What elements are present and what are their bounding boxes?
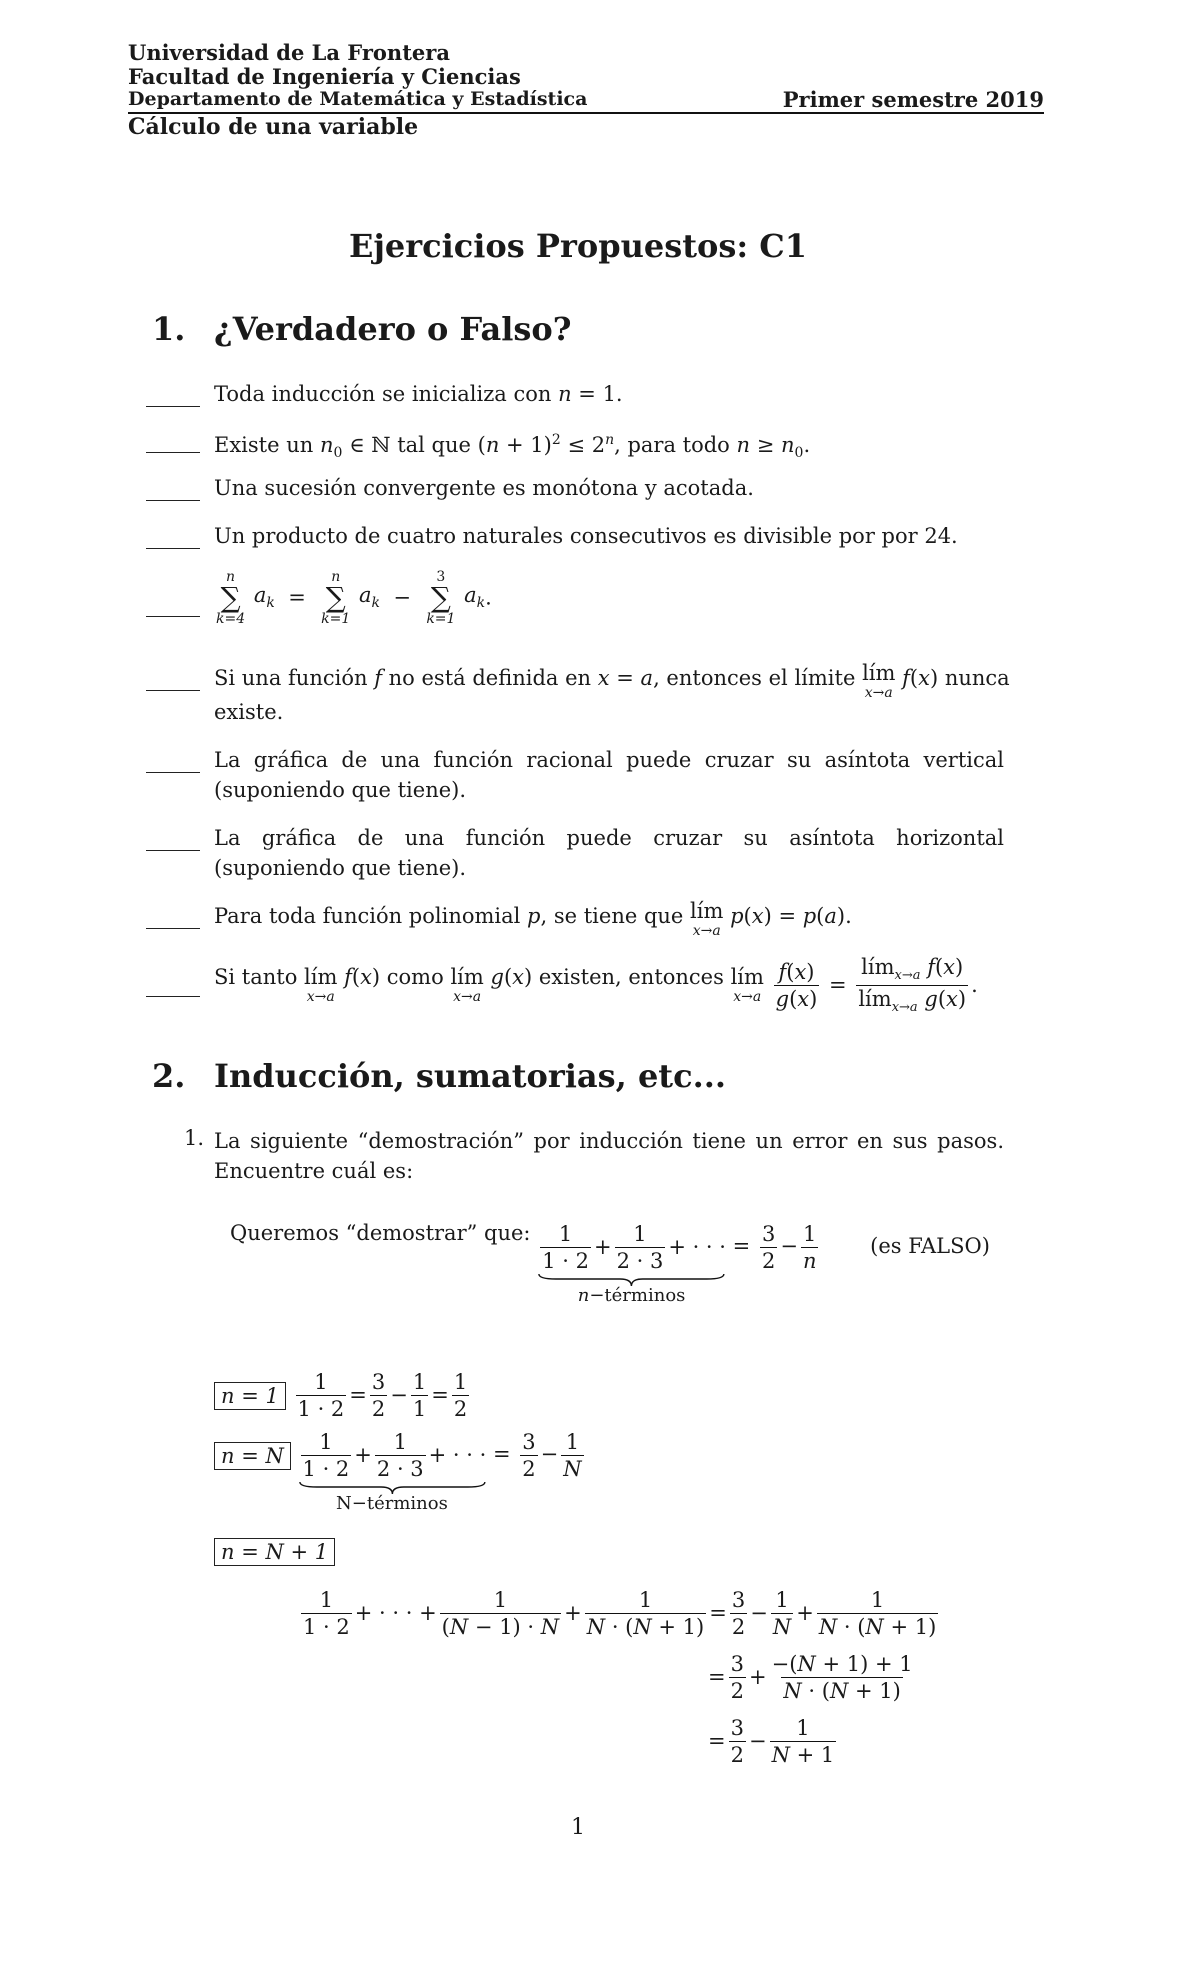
lim-symbol: lím bbox=[690, 899, 724, 923]
problem-1-text: La siguiente “demostración” por inducción tiene un error en sus pasos. Encuentre cuál es: bbox=[214, 1129, 1004, 1183]
section-2-title: Inducción, sumatorias, etc... bbox=[214, 1057, 726, 1095]
tf-item-3: Una sucesión convergente es monótona y acotada. bbox=[214, 476, 754, 500]
derivation-line-1: $\frac{1}{1 \cdot 2}$ + · · · + $\frac{1}{(N - 1) \cdot N}$ + $\frac{1}{N \cdot (N + 1)}$ = $\frac{3}{2}$ − $\frac{1}{N}$ + $\frac{1}{N \cdot (N + 1)}$ bbox=[303, 1588, 937, 1640]
tf-item-6-text-b: no está definida en bbox=[388, 666, 592, 690]
derivation-line-3: = $\frac{3}{2}$ − $\frac{1}{N + 1}$ bbox=[708, 1716, 835, 1768]
tf-item-8: La gráfica de una función puede cruzar su asíntota horizontal (suponiendo que tiene). bbox=[214, 826, 1004, 880]
case-1-box: n = 1 bbox=[214, 1382, 286, 1410]
answer-blank[interactable] bbox=[146, 500, 200, 501]
lim-symbol: lím bbox=[450, 965, 484, 990]
university-name: Universidad de La Frontera bbox=[128, 40, 450, 65]
tf-item-2: Existe un $n_0$ ∈ ℕ tal que $(n + 1)^2 \le 2^n$, para todo $n \ge n_0$. bbox=[214, 432, 811, 462]
answer-blank[interactable] bbox=[146, 772, 200, 773]
tf-item-6-text: Si una función bbox=[214, 666, 368, 690]
case-n-equals-N: n = N $\frac{1}{1 \cdot 2}$ + $\frac{1}{2 \cdot 3}$ + · · · N−términos = $\frac{3}{2}$ − $\frac{1}{N}$ bbox=[214, 1430, 587, 1513]
section-2-number: 2. bbox=[152, 1057, 186, 1095]
tf-item-6-cont: existe. bbox=[214, 700, 284, 724]
answer-blank[interactable] bbox=[146, 616, 200, 617]
tf-item-6-text-c: , entonces el límite bbox=[653, 666, 856, 690]
tf-item-9: Para toda función polinomial p, se tiene que lím x→a p(x) = p(a). bbox=[214, 899, 852, 939]
problem-1-number: 1. bbox=[184, 1126, 205, 1150]
answer-blank[interactable] bbox=[146, 406, 200, 407]
claim-equation: Queremos “demostrar” que: $\frac{1}{1 \cdot 2}$ + $\frac{1}{2 \cdot 3}$ + · · · n−términos = $\frac{3}{2}$ − $\frac{1}{n}$ (es FALSO) bbox=[230, 1221, 990, 1307]
tf-item-1-text: Toda inducción se inicializa con bbox=[214, 382, 552, 406]
course-name: Cálculo de una variable bbox=[128, 114, 419, 140]
lim-symbol: lím bbox=[730, 965, 764, 990]
department-name: Departamento de Matemática y Estadística bbox=[128, 88, 588, 110]
section-1-title: ¿Verdadero o Falso? bbox=[214, 310, 572, 348]
case-2-box: n = N bbox=[214, 1442, 291, 1470]
tf-item-4: Un producto de cuatro naturales consecutivos es divisible por por 24. bbox=[214, 524, 958, 548]
page-number: 1 bbox=[571, 1815, 585, 1840]
tf-item-7: La gráfica de una función racional puede cruzar su asíntota vertical (suponiendo que tiene). bbox=[214, 748, 1004, 802]
tf-item-1: Toda inducción se inicializa con n = 1. bbox=[214, 382, 623, 406]
tf-item-9-text: Para toda función polinomial bbox=[214, 904, 521, 928]
tf-item-6-text-d: nunca bbox=[944, 666, 1010, 690]
derivation-line-2: = $\frac{3}{2}$ + $\frac{-(N + 1) + 1}{N \cdot (N + 1)}$ bbox=[708, 1652, 913, 1704]
tf-item-2-text: Existe un bbox=[214, 433, 314, 457]
tf-item-6: Si una función f no está definida en x = a, entonces el límite lím x→a f(x) nunca bbox=[214, 661, 1010, 701]
answer-blank[interactable] bbox=[146, 850, 200, 851]
lim-symbol: lím bbox=[862, 661, 896, 685]
tf-item-10: Si tanto lím x→a f(x) como lím x→a g(x) existen, entonces lím x→a $\frac{f(x)}{g(x)}$ = $\frac{lím_{x\to a} f(x)}{lím_{x\to a} g(x)}$ . bbox=[214, 955, 978, 1016]
tf-item-5-sum-formula: n ∑ k=4 $a_k$ = n ∑ k=1 $a_k$ − 3 ∑ k=1 $a_k$. bbox=[216, 569, 492, 627]
answer-blank[interactable] bbox=[146, 548, 200, 549]
lim-symbol: lím bbox=[304, 965, 338, 990]
case-n-equals-1: n = 1 $\frac{1}{1 \cdot 2}$ = $\frac{3}{2}$ − $\frac{1}{1}$ = $\frac{1}{2}$ bbox=[214, 1370, 472, 1421]
section-2-heading bbox=[152, 1057, 726, 1095]
answer-blank[interactable] bbox=[146, 690, 200, 691]
case-n-equals-N-plus-1 bbox=[214, 1538, 335, 1566]
tf-item-2-text-b: tal que bbox=[397, 433, 471, 457]
section-1-number: 1. bbox=[152, 310, 186, 348]
tf-item-10-text-b: como bbox=[386, 965, 444, 990]
tf-item-2-text-c: , para todo bbox=[614, 433, 730, 457]
answer-blank[interactable] bbox=[146, 928, 200, 929]
page-title: Ejercicios Propuestos: C1 bbox=[348, 227, 808, 265]
N-terms-label: N−términos bbox=[336, 1493, 448, 1515]
tf-item-10-text: Si tanto bbox=[214, 965, 298, 990]
semester-label: Primer semestre 2019 bbox=[782, 87, 1044, 112]
case-3-box: n = N + 1 bbox=[214, 1538, 335, 1566]
tf-item-10-text-c: existen, entonces bbox=[538, 965, 724, 990]
section-1-heading bbox=[152, 310, 572, 348]
claim-prefix: Queremos “demostrar” que: bbox=[230, 1221, 531, 1245]
tf-item-9-text-b: , se tiene que bbox=[540, 904, 684, 928]
answer-blank[interactable] bbox=[146, 996, 200, 997]
faculty-name: Facultad de Ingeniería y Ciencias bbox=[128, 64, 521, 89]
claim-note: (es FALSO) bbox=[870, 1234, 990, 1258]
answer-blank[interactable] bbox=[146, 452, 200, 453]
